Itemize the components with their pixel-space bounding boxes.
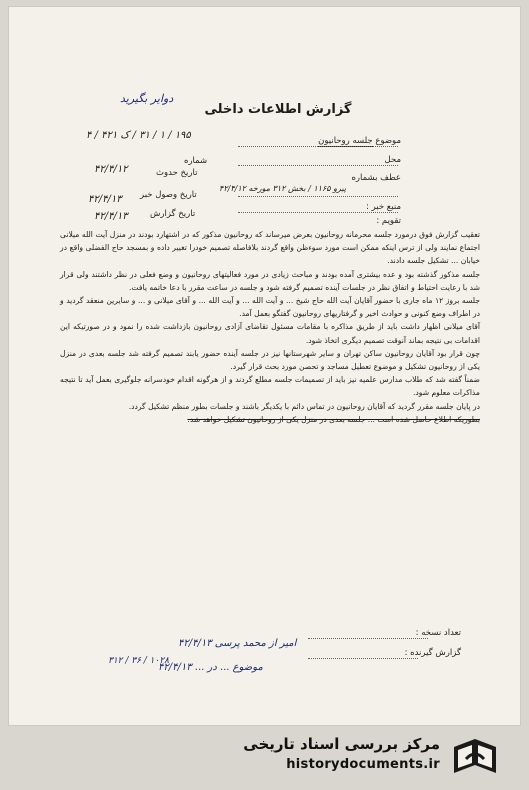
- body-paragraph: چون قرار بود آقایان روحانیون ساکن تهران و سایر شهرستانها نیز در جلسه آینده حضور یابند تصمیم گرفته شد جلسه بعدی در منزل یکی از روحانیون تشکیل و موضوع تعطیل مساجد و تحصن مورد بحث قرار گیرد.: [60, 348, 480, 372]
- signature-1: امیر از محمد پرسی ۴۲/۴/۱۳: [178, 638, 297, 649]
- date-received-value: ۴۲/۴/۱۳: [88, 194, 122, 205]
- archive-name: مرکز بررسی اسناد تاریخی: [243, 735, 440, 753]
- body-paragraph: تعقیب گزارش فوق درمورد جلسه محرمانه روحانیون بعرض میرساند که روحانیون مذکور که در اشتهارد بودند در منزل آیت الله میلانی اجتماع نمایند ولی از ترس اینکه ممکن است مورد سوءظن واقع گردند بلافاصله تصمیم خودرا تغییر داده و بمسجد حاج الفضلی واقع در خیابان ... تشکیل جلسه دادند.: [60, 230, 480, 266]
- date-event-value: ۴۲/۴/۱۲: [94, 164, 128, 175]
- note-label: تقویم :: [376, 216, 401, 226]
- book-emblem-icon: [448, 733, 502, 781]
- top-handwritten-note: دوایر بگیرید: [120, 92, 174, 105]
- body-last-line: بطوریکه اطلاع حاصل شده است ... جلسه بعدی در منزل یکی از روحانیون تشکیل خواهد شد.: [187, 414, 480, 424]
- ref-label: عطف بشماره: [351, 173, 401, 183]
- source-label: منبع خبر :: [366, 202, 401, 212]
- subject-field: [318, 136, 401, 146]
- report-body: [60, 228, 480, 426]
- ref-field: [351, 173, 401, 183]
- body-paragraph: جلسه مذکور گذشته بود و عده بیشتری آمده بودند و مباحث زیادی در مورد فعالیتهای روحانیون و وضع فعلی در نظر داشتند ولی قرار شد با رعایت احتیاط و اتفاق نظر در جلسات آینده تصمیم گرفته شود و جلسه در ساعت مقرر با دعا خاتمه یافت.: [60, 269, 480, 292]
- file-reference: ۳۱۲ / ۳۶ / ۱۰۲۸: [108, 656, 170, 666]
- copies-label: تعداد نسخه :: [415, 628, 461, 638]
- date-report-value: ۴۲/۴/۱۳: [94, 211, 128, 222]
- document-page: [8, 6, 521, 726]
- date-received-label: تاریخ وصول خبر: [140, 190, 197, 200]
- body-paragraph: جلسه بروز ۱۲ ماه جاری با حضور آقایان آیت الله حاج شیخ ... و آیت الله ... و آیت الله ... و آقای میلانی و ... و سایرین منعقد گردید و در اطراف وضع کنونی و حوادث اخیر و گرفتاریهای روحانیون گفتگو بعمل آمد.: [60, 296, 480, 319]
- number-label: شماره: [184, 156, 208, 166]
- number-value: ۱۹۵ / ۱ / ۳۱ / ک ۴۲۱ / ۴: [86, 130, 191, 141]
- subject-label: موضوع: [375, 136, 401, 146]
- place-field: [385, 155, 401, 165]
- date-event-label: تاریخ حدوث: [156, 168, 198, 178]
- document-title: گزارش اطلاعات داخلی: [204, 102, 352, 117]
- ref-value: پیرو ۱۱۶۵ / بخش ۳۱۲ مورخه ۴۲/۴/۱۲: [219, 184, 346, 193]
- body-paragraph: آقای میلانی اظهار داشت باید از طریق مذاکره با مقامات مسئول تقاضای آزادی روحانیون بازداشت شده را نمود و در صورتیکه این اقدامات بی نتیجه بماند آنوقت تصمیم دیگری اتخاذ شود.: [60, 322, 480, 345]
- place-label: محل: [384, 155, 401, 165]
- reporter-label: گزارش گیرنده :: [404, 648, 461, 658]
- subject-value: جلسه روحانیون: [318, 136, 373, 146]
- date-report-label: تاریخ گزارش: [150, 209, 196, 219]
- archive-watermark: [230, 733, 510, 783]
- body-paragraph: در پایان جلسه مقرر گردید که آقایان روحانیون در تماس دائم با یکدیگر باشند و جلسات بطور منظم تشکیل گردد.: [128, 401, 480, 411]
- signature-2: موضوع ... در ... ۴۲/۴/۱۳: [158, 662, 263, 673]
- body-paragraph: ضمناً گفته شد که طلاب مدارس علمیه نیز باید از تصمیمات جلسه مطلع گردند و از هرگونه اقدام خودسرانه جلوگیری بعمل آید تا نتیجه مذاکرات معلوم شود.: [60, 375, 480, 398]
- archive-url: historydocuments.ir: [286, 757, 440, 772]
